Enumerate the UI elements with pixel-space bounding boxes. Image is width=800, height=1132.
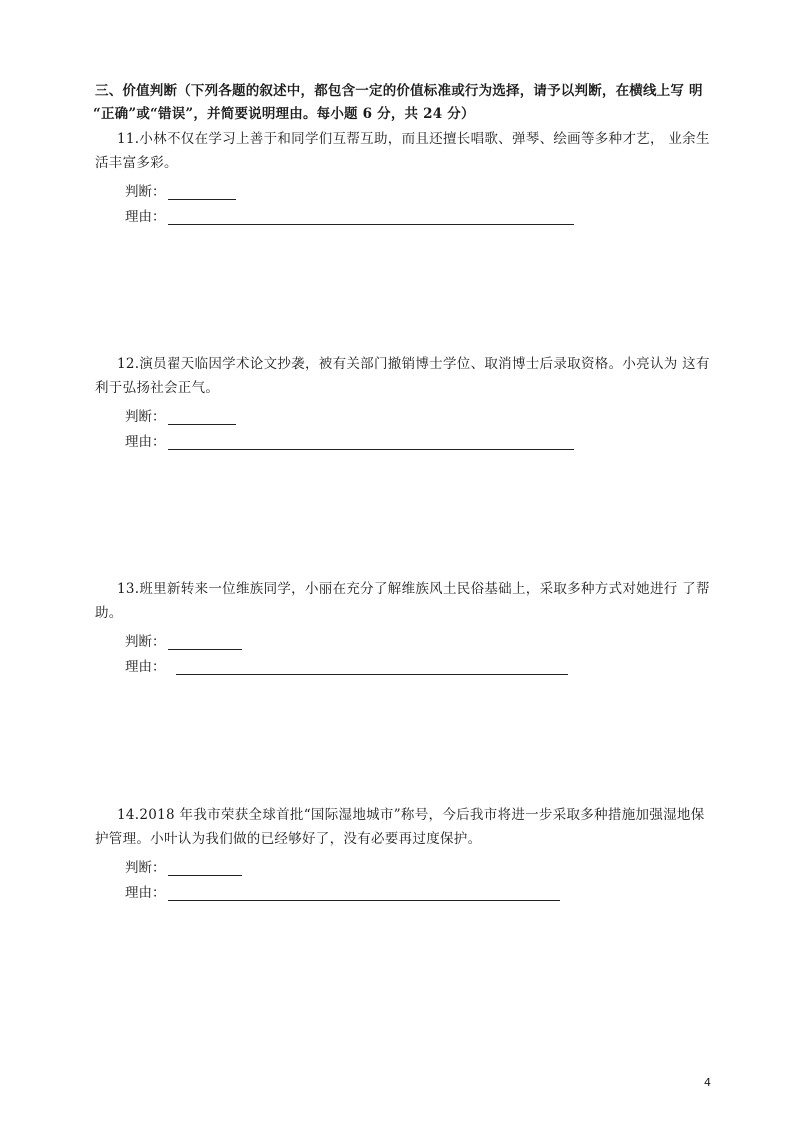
judgment-blank[interactable] xyxy=(168,410,236,425)
judgment-row xyxy=(125,856,242,876)
question-text: 12.演员翟天临因学术论文抄袭，被有关部门撤销博士学位、取消博士后录取资格。小亮认为 这有利于弘扬社会正气。 xyxy=(95,356,710,396)
judgment-row xyxy=(125,405,236,425)
judgment-blank[interactable] xyxy=(168,185,236,200)
reason-label: 理由： xyxy=(125,659,166,675)
question-text: 13.班里新转来一位维族同学，小丽在充分了解维族风土民俗基础上，采取多种方式对她进行 了帮助。 xyxy=(95,581,710,621)
judgment-blank[interactable] xyxy=(168,635,242,650)
reason-label: 理由： xyxy=(125,434,166,450)
reason-row xyxy=(125,205,574,225)
judgment-label: 判断： xyxy=(125,409,166,425)
reason-label: 理由： xyxy=(125,885,166,901)
question-12 xyxy=(95,352,715,450)
reason-row xyxy=(125,430,574,450)
judgment-label: 判断： xyxy=(125,184,166,200)
reason-row xyxy=(125,655,568,675)
question-14 xyxy=(95,803,715,901)
judgment-label: 判断： xyxy=(125,634,166,650)
section-heading-line-1: 三、价值判断（下列各题的叙述中，都包含一定的价值标准或行为选择，请予以判断，在横线上写 明 xyxy=(95,83,703,99)
reason-blank[interactable] xyxy=(168,210,574,225)
reason-row xyxy=(125,881,560,901)
reason-blank[interactable] xyxy=(176,660,568,675)
judgment-label: 判断： xyxy=(125,860,166,876)
reason-blank[interactable] xyxy=(168,435,574,450)
question-text: 14.2018 年我市荣获全球首批“国际湿地城市”称号，今后我市将进一步采取多种措施加强湿地保护管理。小叶认为我们做的已经够好了，没有必要再过度保护。 xyxy=(95,807,705,847)
judgment-row xyxy=(125,180,236,200)
judgment-blank[interactable] xyxy=(168,861,242,876)
judgment-row xyxy=(125,630,242,650)
section-heading-line-2: “正确”或“错误”，并简要说明理由。每小题 6 分，共 24 分） xyxy=(93,106,475,122)
reason-label: 理由： xyxy=(125,209,166,225)
question-13 xyxy=(95,577,715,675)
question-11 xyxy=(95,127,715,225)
reason-blank[interactable] xyxy=(168,886,560,901)
page-number: 4 xyxy=(704,1076,711,1089)
question-text: 11.小林不仅在学习上善于和同学们互帮互助，而且还擅长唱歌、弹琴、绘画等多种才艺， 业余生活丰富多彩。 xyxy=(95,131,710,171)
